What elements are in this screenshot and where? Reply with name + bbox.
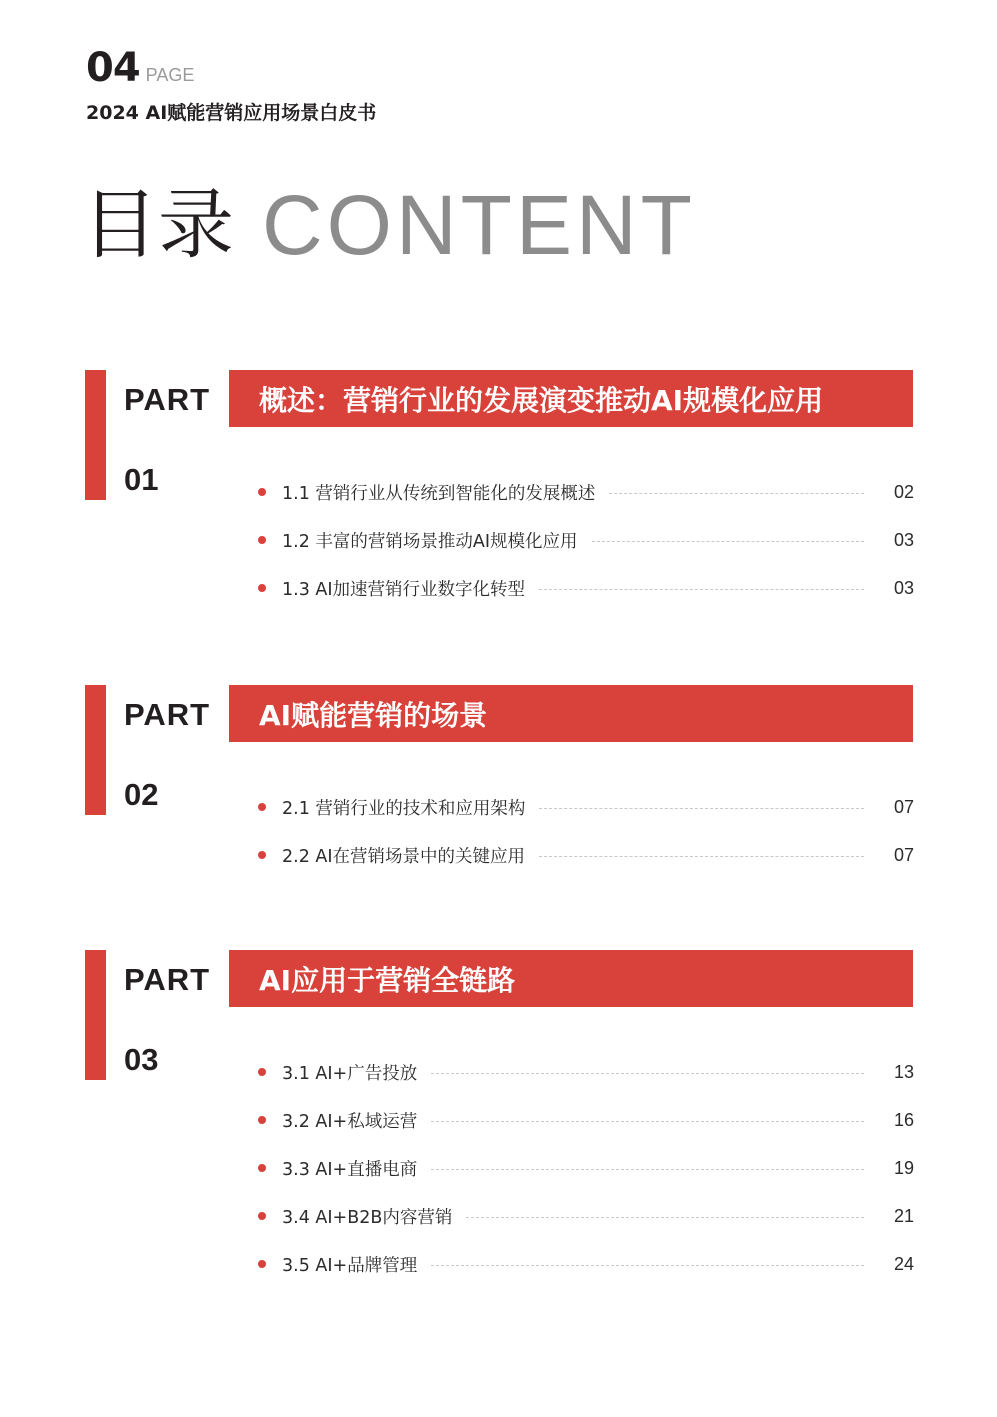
toc-entry[interactable] xyxy=(258,1048,914,1096)
bullet-icon xyxy=(258,1068,266,1076)
section-part-label: PART xyxy=(124,382,211,417)
dotted-leader xyxy=(539,808,864,809)
toc-heading-cn: 目录 xyxy=(82,180,234,269)
page-number-value: 04 xyxy=(86,45,140,91)
toc-entry[interactable] xyxy=(258,1192,914,1240)
toc-entry[interactable] xyxy=(258,516,914,564)
bullet-icon xyxy=(258,1164,266,1172)
dotted-leader xyxy=(539,856,864,857)
toc-entry-page: 19 xyxy=(893,1157,914,1178)
section-part-label: PART xyxy=(124,697,211,732)
dotted-leader xyxy=(609,493,864,494)
toc-entry-page: 07 xyxy=(893,796,914,817)
toc-entry-label: 2.1 营销行业的技术和应用架构 xyxy=(282,798,526,819)
section-entries xyxy=(258,1048,914,1288)
dotted-leader xyxy=(431,1073,864,1074)
section-number: 02 xyxy=(124,777,159,812)
section-part-label: PART xyxy=(124,962,211,997)
document-title: 2024 AI赋能营销应用场景白皮书 xyxy=(86,102,377,124)
bullet-icon xyxy=(258,536,266,544)
section-number: 03 xyxy=(124,1042,159,1077)
toc-entry-label: 3.2 AI+私域运营 xyxy=(282,1111,418,1132)
section-title[interactable]: 概述：营销行业的发展演变推动AI规模化应用 xyxy=(229,370,913,427)
toc-entry[interactable] xyxy=(258,564,914,612)
toc-entry-page: 21 xyxy=(893,1205,914,1226)
section-accent-bar xyxy=(85,685,106,815)
section-entries xyxy=(258,468,914,612)
dotted-leader xyxy=(466,1217,864,1218)
toc-entry-label: 3.5 AI+品牌管理 xyxy=(282,1255,418,1276)
section-accent-bar xyxy=(85,950,106,1080)
toc-entry-page: 07 xyxy=(893,844,914,865)
toc-entry-page: 02 xyxy=(893,481,914,502)
dotted-leader xyxy=(431,1169,864,1170)
toc-entry-label: 3.1 AI+广告投放 xyxy=(282,1063,418,1084)
bullet-icon xyxy=(258,1212,266,1220)
toc-entry-label: 3.4 AI+B2B内容营销 xyxy=(282,1207,453,1228)
toc-heading-en: CONTENT xyxy=(262,178,696,272)
section-number: 01 xyxy=(124,462,159,497)
section-entries xyxy=(258,783,914,879)
page-label: PAGE xyxy=(145,65,195,85)
toc-entry-page: 13 xyxy=(893,1061,914,1082)
toc-entry-page: 03 xyxy=(893,529,914,550)
toc-entry-page: 24 xyxy=(893,1253,914,1274)
bullet-icon xyxy=(258,1260,266,1268)
page-number xyxy=(86,45,195,91)
toc-entry[interactable] xyxy=(258,1096,914,1144)
dotted-leader xyxy=(592,541,864,542)
toc-entry-label: 1.1 营销行业从传统到智能化的发展概述 xyxy=(282,483,596,504)
section-accent-bar xyxy=(85,370,106,500)
toc-entry-label: 1.2 丰富的营销场景推动AI规模化应用 xyxy=(282,531,578,552)
toc-entry-label: 1.3 AI加速营销行业数字化转型 xyxy=(282,579,526,600)
bullet-icon xyxy=(258,851,266,859)
toc-entry[interactable] xyxy=(258,468,914,516)
toc-entry[interactable] xyxy=(258,783,914,831)
dotted-leader xyxy=(431,1265,864,1266)
toc-entry-page: 16 xyxy=(893,1109,914,1130)
toc-entry[interactable] xyxy=(258,831,914,879)
section-title[interactable]: AI应用于营销全链路 xyxy=(229,950,913,1007)
dotted-leader xyxy=(539,589,864,590)
bullet-icon xyxy=(258,488,266,496)
bullet-icon xyxy=(258,803,266,811)
bullet-icon xyxy=(258,1116,266,1124)
toc-heading xyxy=(82,180,696,270)
toc-entry[interactable] xyxy=(258,1144,914,1192)
toc-entry-label: 2.2 AI在营销场景中的关键应用 xyxy=(282,846,526,867)
toc-entry-label: 3.3 AI+直播电商 xyxy=(282,1159,418,1180)
bullet-icon xyxy=(258,584,266,592)
toc-entry[interactable] xyxy=(258,1240,914,1288)
section-title[interactable]: AI赋能营销的场景 xyxy=(229,685,913,742)
dotted-leader xyxy=(431,1121,864,1122)
toc-entry-page: 03 xyxy=(893,577,914,598)
